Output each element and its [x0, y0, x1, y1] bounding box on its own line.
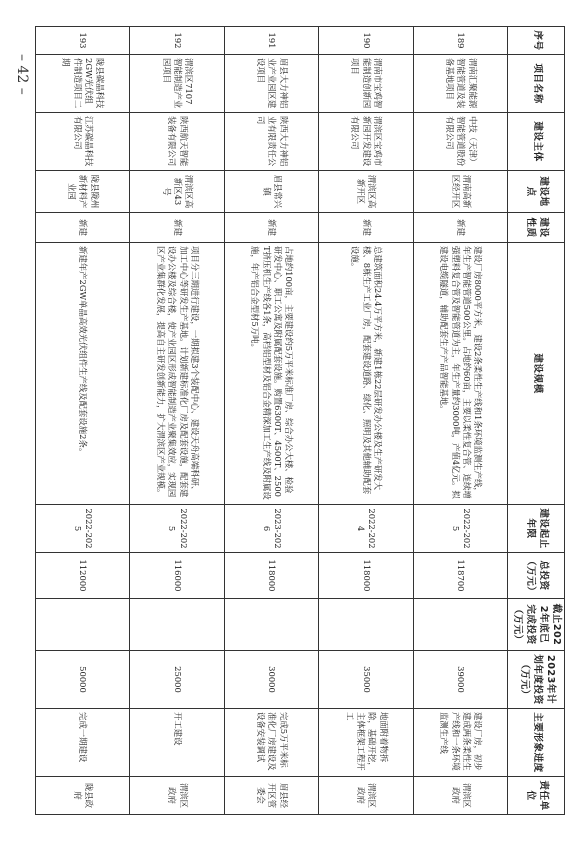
cell-period: 2022-2025	[36, 505, 131, 553]
table-header-row	[508, 27, 565, 815]
header-scale: 建设规模	[508, 243, 565, 505]
cell-nature: 新建	[130, 213, 224, 243]
cell-progress: 建设厂房，初步建成两条柔性生产线和一条环境监测生产线	[413, 709, 507, 777]
table-row	[36, 27, 131, 815]
table-row	[130, 27, 224, 815]
cell-period: 2022-2025	[130, 505, 224, 553]
cell-owner: 陕西航天智能装备有限公司	[130, 113, 224, 171]
cell-name: 渭南汇聚能源智能管道及装备基地项目	[413, 55, 507, 113]
cell-total: 118700	[413, 553, 507, 599]
cell-total: 112000	[36, 553, 131, 599]
cell-done	[413, 599, 507, 651]
cell-total: 118000	[224, 553, 318, 599]
cell-progress: 完成5万平米标准化厂房建设及设备安装调试	[224, 709, 318, 777]
cell-nature: 新建	[319, 213, 413, 243]
cell-location: 渭滨区高新开区	[319, 171, 413, 213]
cell-scale: 总建筑面积24.4万平方米，新建1栋22层研发办公楼及生产研发大楼、8栋生产工业厂房，配套建设道路、绿化、照明及其他辅助配套设施。	[319, 243, 413, 505]
cell-unit: 渭滨区政府	[130, 777, 224, 815]
header-done: 截止2022年底已完成投资（万元）	[508, 599, 565, 651]
cell-no: 191	[224, 27, 318, 55]
cell-location: 陇县陇州新材料产业园	[36, 171, 131, 213]
cell-owner: 中技（天津）智能管道股份有限公司	[413, 113, 507, 171]
cell-no: 189	[413, 27, 507, 55]
cell-plan: 39000	[413, 651, 507, 709]
header-plan: 2023年计划年度投资（万元）	[508, 651, 565, 709]
cell-nature: 新建	[36, 213, 131, 243]
cell-done	[319, 599, 413, 651]
cell-total: 118000	[319, 553, 413, 599]
cell-period: 2022-2024	[319, 505, 413, 553]
header-period: 建设起止年限	[508, 505, 565, 553]
cell-plan: 30000	[224, 651, 318, 709]
cell-plan: 25000	[130, 651, 224, 709]
rotated-table-wrapper	[35, 26, 565, 814]
cell-unit: 眉县经开区管委会	[224, 777, 318, 815]
cell-name: 渭滨区7107智能制造产业园项目	[130, 55, 224, 113]
cell-plan: 35000	[319, 651, 413, 709]
header-name: 项目名称	[508, 55, 565, 113]
project-table	[35, 26, 565, 815]
header-unit: 责任单位	[508, 777, 565, 815]
header-progress: 主要形象进度	[508, 709, 565, 777]
cell-scale: 项目分三期进行建设，一期拟建3个装配中心、建设天舟高端科研、加工中心等研发生产基地。计划新建标准化厂房及配套设施，配套建设办公楼及综合楼，使产业园区形成智能制造产业聚集效应，实现园区产业集群化发展，提高自主研发创新能力，扩大渭滨区产业规模。	[130, 243, 224, 505]
cell-no: 193	[36, 27, 131, 55]
cell-period: 2023-2026	[224, 505, 318, 553]
cell-location: 渭南高新区经开区	[413, 171, 507, 213]
cell-name: 眉县大力神铝业产业园区建设项目	[224, 55, 318, 113]
cell-owner: 陕西大力神铝业有限责任公司	[224, 113, 318, 171]
cell-owner: 江苏碳晶科技有限公司	[36, 113, 131, 171]
header-nature: 建设性质	[508, 213, 565, 243]
cell-unit: 渭滨区政府	[413, 777, 507, 815]
cell-progress: 开工建设	[130, 709, 224, 777]
header-location: 建设地点	[508, 171, 565, 213]
cell-no: 192	[130, 27, 224, 55]
cell-name: 渭南市宝鸡智能制造创新园项目	[319, 55, 413, 113]
table-row	[224, 27, 318, 815]
header-no: 序号	[508, 27, 565, 55]
table-row	[413, 27, 507, 815]
cell-location: 渭滨区高新区43号	[130, 171, 224, 213]
table-row	[319, 27, 413, 815]
cell-name: 陇县碳晶科技2GW光伏组件制造项目二期	[36, 55, 131, 113]
cell-scale: 新建年产2GW单晶高效光伏组件生产线及配套设施2条。	[36, 243, 131, 505]
cell-nature: 新建	[413, 213, 507, 243]
cell-unit: 陇县政府	[36, 777, 131, 815]
cell-done	[224, 599, 318, 651]
cell-done	[130, 599, 224, 651]
cell-owner: 渭滨区宝鸡市新园开发建设有限公司	[319, 113, 413, 171]
cell-unit: 渭滨区政府	[319, 777, 413, 815]
cell-plan: 50000	[36, 651, 131, 709]
cell-scale: 建设厂房8000平方米，建设2条柔性生产线和1条环境监测生产线，年生产智能管道500公里。占地约60亩，主要以柔性复合管、连续增强塑料复合管及智能管道为主，年生产量约3000吨，产值4亿元。拟建设电缆隧道，辅助配套生产产品智能基地。	[413, 243, 507, 505]
header-total: 总投资（万元）	[508, 553, 565, 599]
cell-no: 190	[319, 27, 413, 55]
cell-period: 2022-2025	[413, 505, 507, 553]
cell-total: 116000	[130, 553, 224, 599]
cell-done	[36, 599, 131, 651]
header-owner: 建设主体	[508, 113, 565, 171]
cell-progress: 完成一期建设	[36, 709, 131, 777]
page-number: – 42 –	[14, 53, 30, 95]
cell-nature: 新建	[224, 213, 318, 243]
cell-progress: 地面附着物拆除，基础开挖，主体框架工程开工	[319, 709, 413, 777]
cell-location: 眉县常兴镇	[224, 171, 318, 213]
cell-scale: 占地约100亩，主要建设约5万平米标准厂房、综合办公大楼、检验研发中心、职工公寓及附属配套设施。购置6300T、4500T、2500T挤压机生产线各1条，高档铝型材及铝合金精深加工生产线及附属设施，年产铝合金型材5万吨。	[224, 243, 318, 505]
